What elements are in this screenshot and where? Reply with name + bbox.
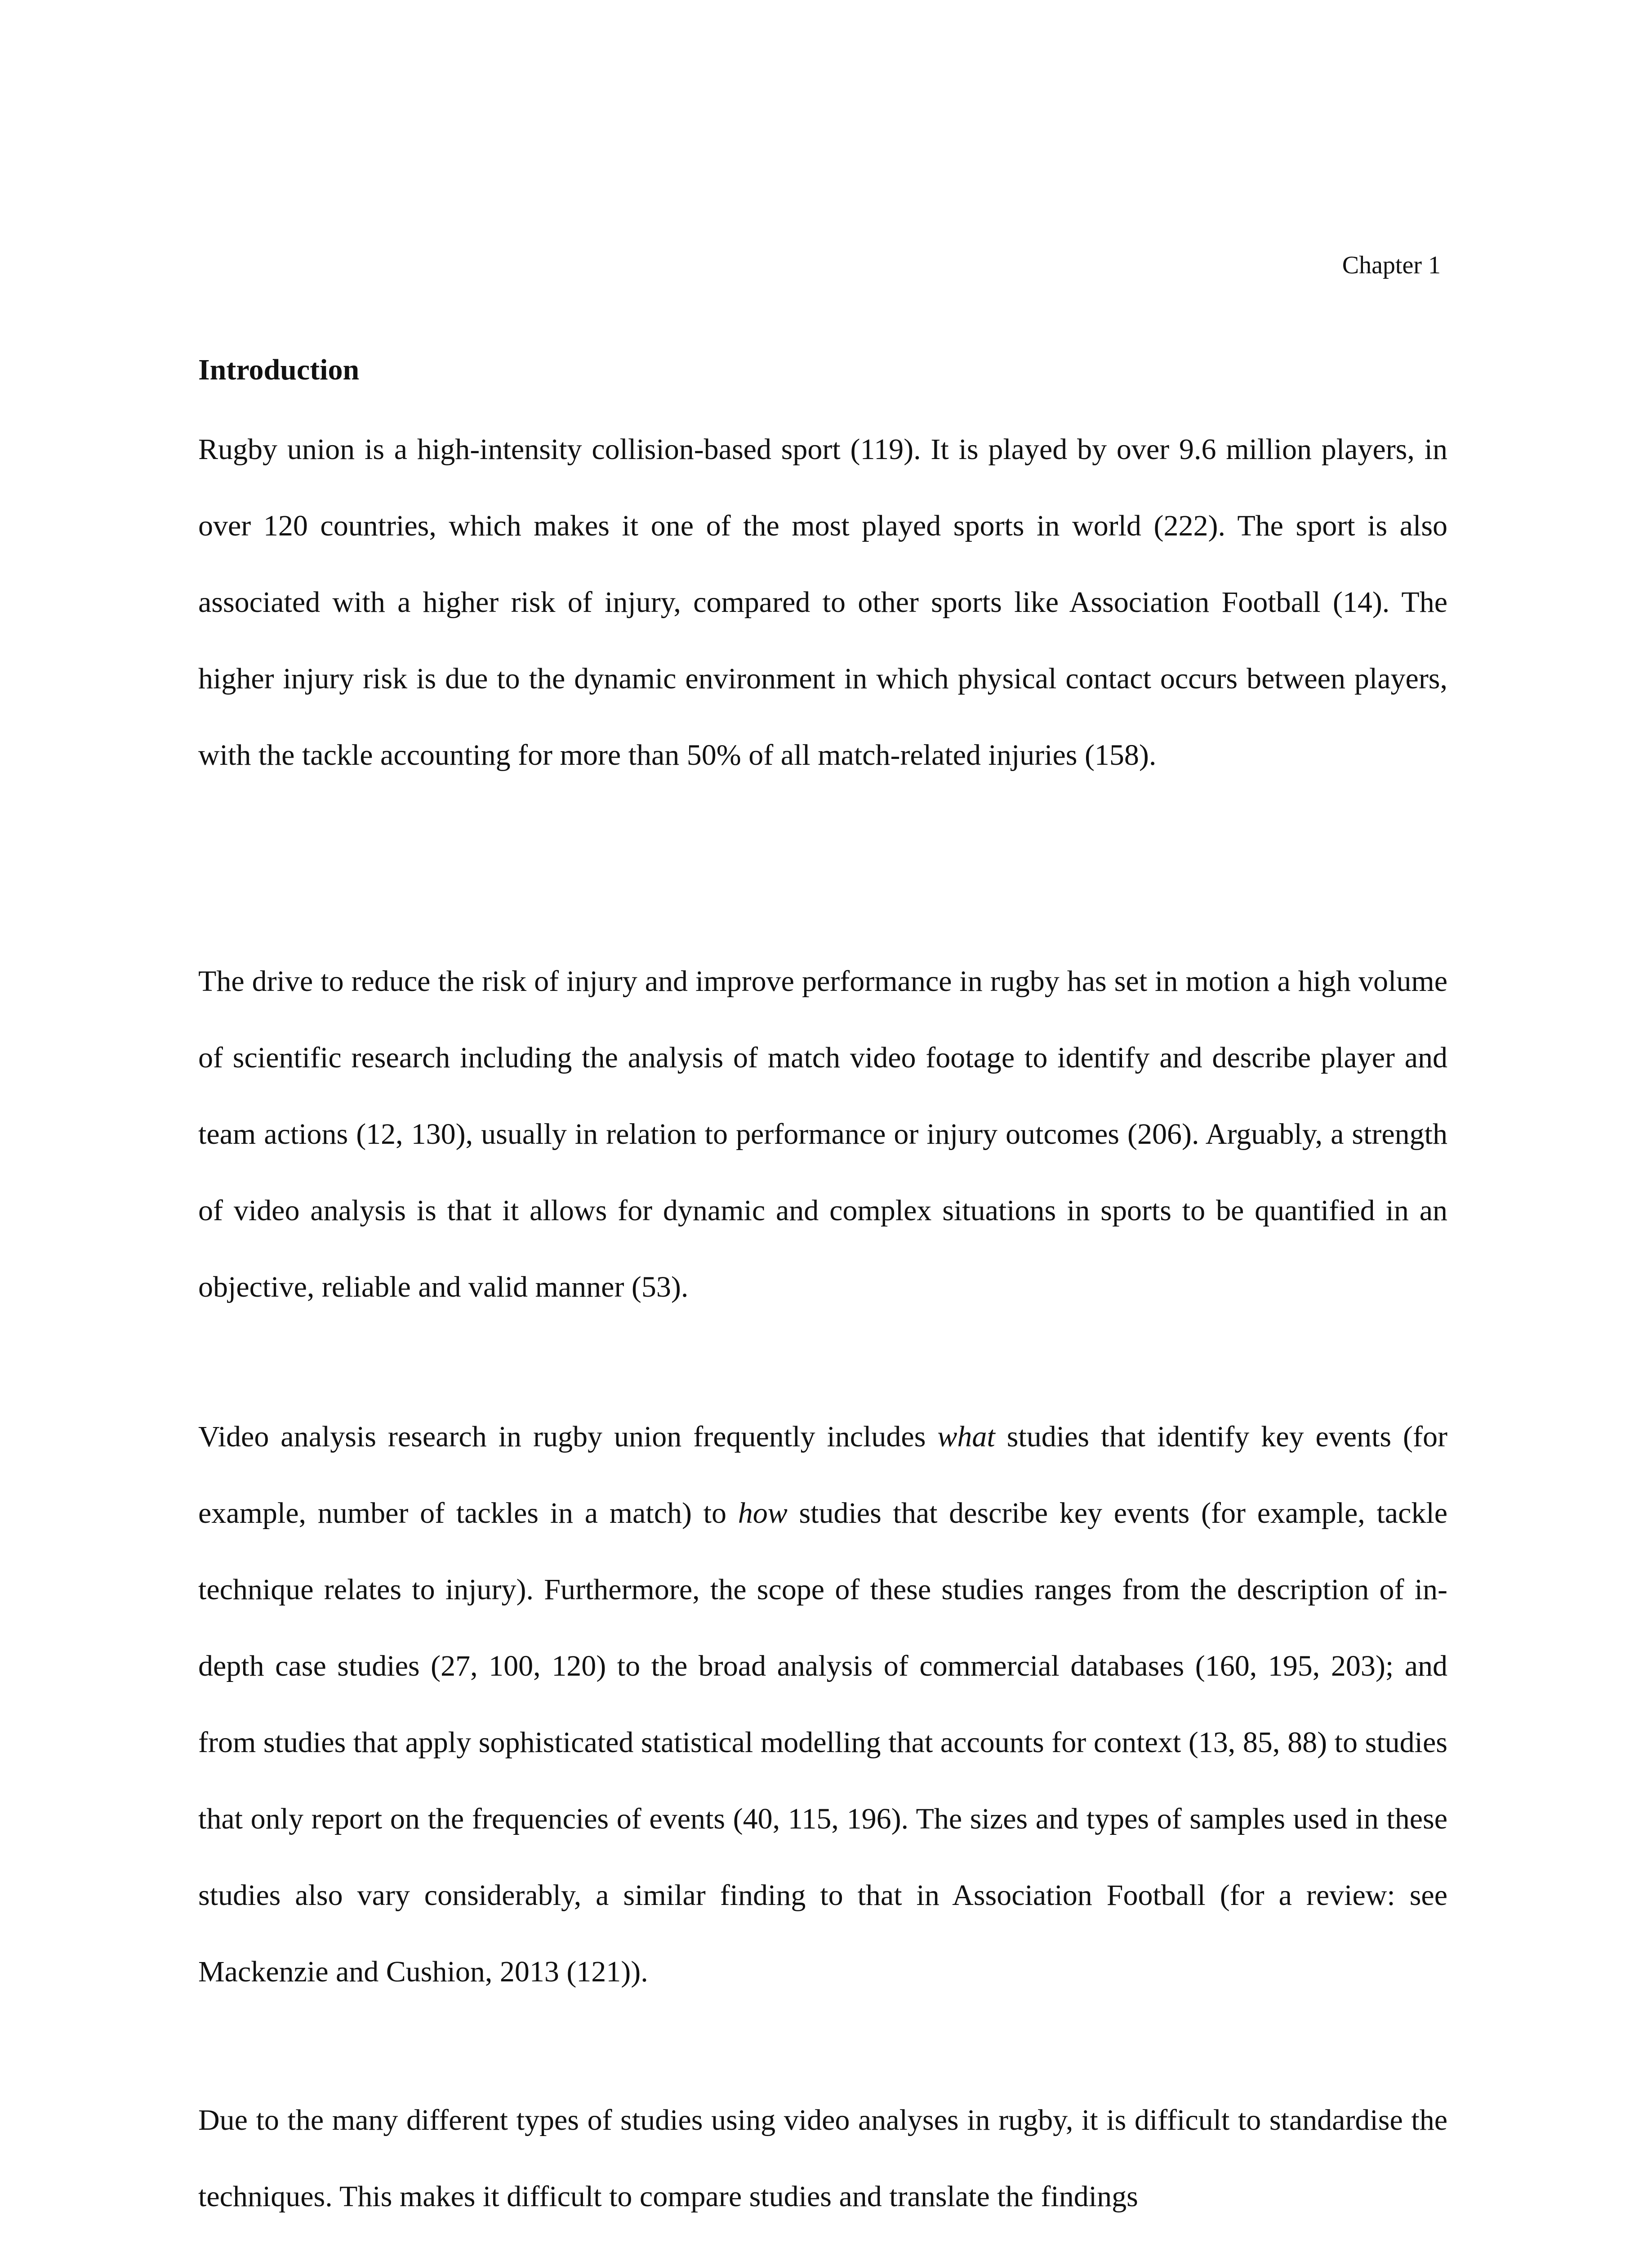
paragraph-3-italic-what: what [937,1420,995,1453]
paragraph-2: The drive to reduce the risk of injury and improve performance in rugby has set in motion a high volume of scientific research including the analysis of match video footage to identify and describe player and team actions (12, 130), usually in relation to performance or injury outcomes (206). Arguably, a strength of video analysis is that it allows for dynamic and complex situations in sports to be quantified in an objective, reliable and valid manner (53). [198,965,1447,1303]
paragraph-3-text-1: Video analysis research in rugby union frequently includes [198,1420,938,1453]
paragraph-1: Rugby union is a high-intensity collision-based sport (119). It is played by over 9.6 million players, in over 120 countries, which makes it one of the most played sports in world (222). The sport is also associated with a higher risk of injury, compared to other sports like Association Football (14). The higher injury risk is due to the dynamic environment in which physical contact occurs between players, with the tackle accounting for more than 50% of all match-related injuries (158). [198,433,1447,772]
paragraph-3-text-3: studies that describe key events (for example, tackle technique relates to injury). Furthermore, the scope of these studies ranges from the description of in-depth case studies (27, 100, 120) to the broad analysis of commercial databases (160, 195, 203); and from studies that apply sophisticated statistical modelling that accounts for context (13, 85, 88) to studies that only report on the frequencies of events (40, 115, 196). The sizes and types of samples used in these studies also vary considerably, a similar finding to that in Association Football (for a review: see Mackenzie and Cushion, 2013 (121)). [198,1497,1448,1988]
paragraph-3 [198,1399,1447,2010]
paragraph-4: Due to the many different types of studies using video analyses in rugby, it is difficult to standardise the techniques. This makes it difficult to compare studies and translate the findings [198,2104,1447,2213]
section-heading: Introduction [198,353,360,386]
running-header-chapter: Chapter 1 [1342,251,1441,279]
paragraph-3-italic-how: how [738,1497,788,1530]
paragraph-3-text-2: studies that identify key events (for example, number of tackles in a match) to [198,1420,1447,1530]
